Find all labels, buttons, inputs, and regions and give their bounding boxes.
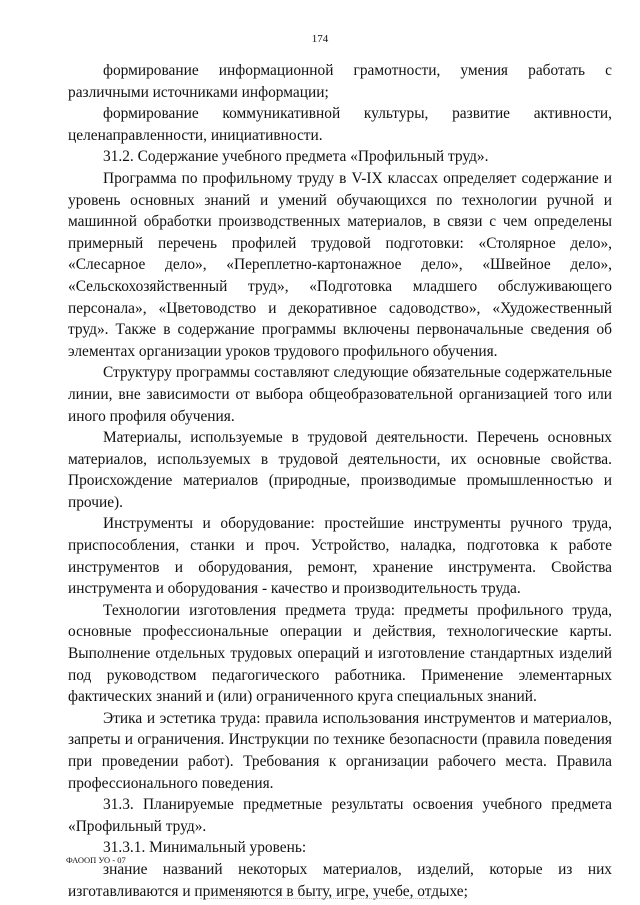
paragraph-technologies: Технологии изготовления предмета труда: предметы профильного труда, основные профессиональные операции и действия, технологические карты. Выполнение отдельных трудовых операций и изготовление стандартных изделий под руководством педагогического работника. Применение элементарных фактических знаний и (или) ограниченного круга специальных знаний. — [68, 601, 612, 706]
document-body — [68, 60, 612, 902]
paragraph-1: формирование информационной грамотности, умения работать с различными источниками информации; — [68, 62, 612, 101]
paragraph-ethics: Этика и эстетика труда: правила использования инструментов и материалов, запреты и ограничения. Инструкции по технике безопасности (правила поведения при проведении работ). Требования к организации рабочего места. Правила профессионального поведения. — [68, 709, 612, 792]
paragraph-program-description: Программа по профильному труду в V-IX классах определяет содержание и уровень основных знаний и умений обучающихся по технологии ручной и машинной обработки производственных материалов, в связи с чем определены примерный перечень профилей трудовой подготовки: «Столярное дело», «Слесарное дело», «Переплетно-картонажное дело», «Швейное дело», «Сельскохозяйственный труд», «Подготовка младшего обслуживающего персонала», «Цветоводство и декоративное садоводство», «Художественный труд». Также в содержание программы включены первоначальные сведения об элементах организации уроков трудового профильного обучения. — [68, 169, 612, 360]
section-heading-31-2: 31.2. Содержание учебного предмета «Профильный труд». — [103, 148, 489, 166]
paragraph-materials: Материалы, используемые в трудовой деятельности. Перечень основных материалов, используемых в трудовой деятельности, их основные свойства. Происхождение материалов (природные, производимые промышленностью и прочие). — [68, 429, 612, 511]
bottom-divider — [200, 898, 430, 899]
paragraph-program-structure: Структуру программы составляют следующие обязательные содержательные линии, вне зависимости от выбора общеобразовательной организацией того или иного профиля обучения. — [68, 364, 612, 425]
section-heading-31-3-1: 31.3.1. Минимальный уровень: — [103, 839, 307, 857]
section-heading-31-3: 31.3. Планируемые предметные результаты освоения учебного предмета «Профильный труд». — [68, 796, 612, 835]
page-number: 174 — [311, 33, 329, 45]
paragraph-2: формирование коммуникативной культуры, развитие активности, целенаправленности, инициативности. — [68, 105, 612, 144]
paragraph-min-level-item: знание названий некоторых материалов, изделий, которые из них изготавливаются и применяются в быту, игре, учебе, отдыхе; — [68, 860, 612, 900]
paragraph-tools: Инструменты и оборудование: простейшие инструменты ручного труда, приспособления, станки и проч. Устройство, наладка, подготовка к работе инструментов и оборудования, ремонт, хранение инструмента. Свойства инструмента и оборудования - качество и производительность труда. — [68, 515, 612, 598]
footer-document-code: ФАООП УО - 07 — [66, 855, 126, 865]
